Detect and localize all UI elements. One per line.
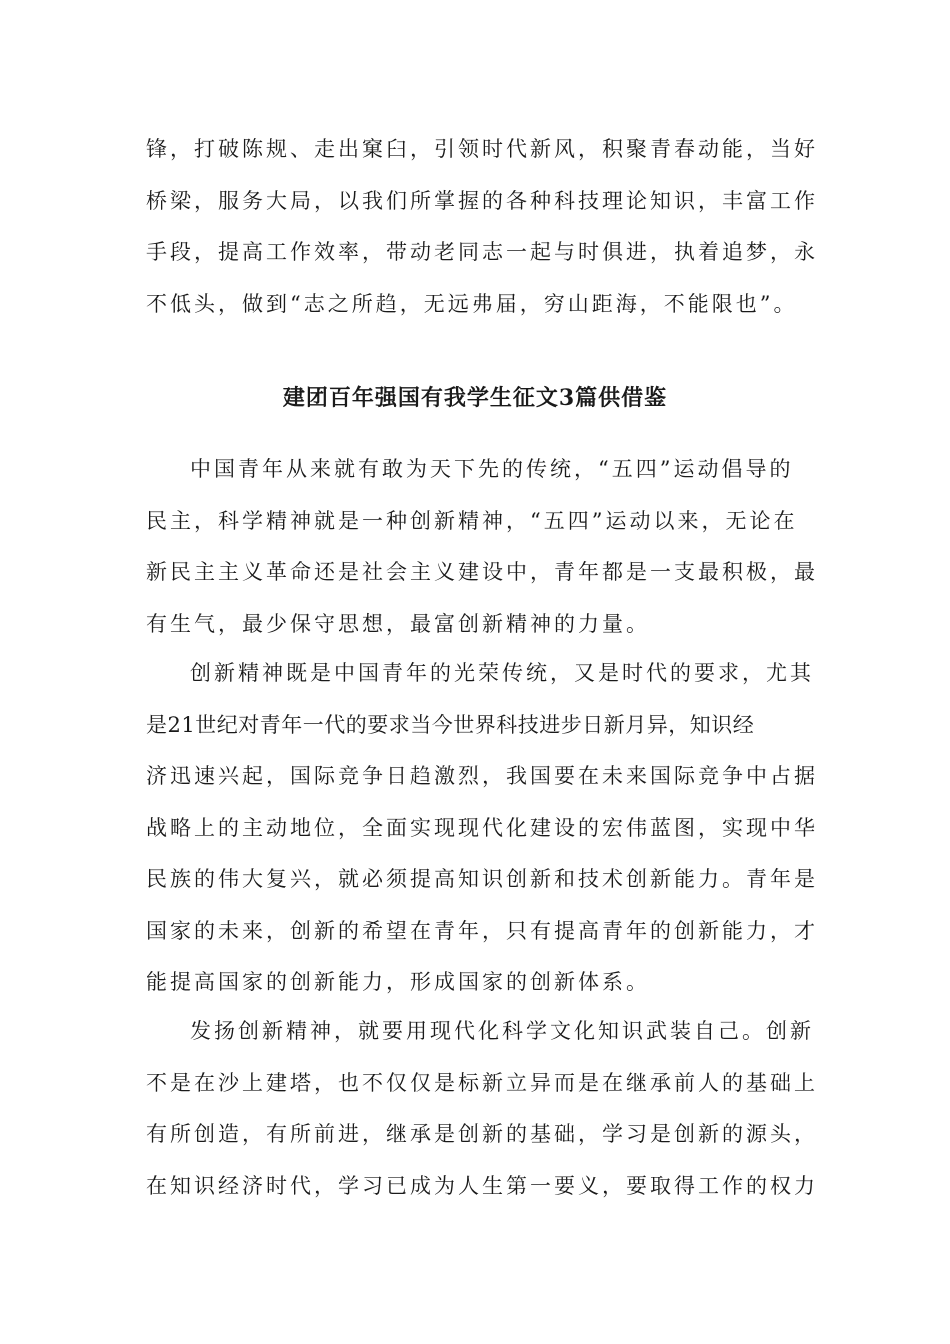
text-line: 是21世纪对青年一代的要求当今世界科技进步日新月异，知识经 [146, 712, 755, 737]
text-line: 锋，打破陈规、走出窠臼，引领时代新风，积聚青春动能，当好 [146, 137, 818, 161]
text-line: 桥梁，服务大局，以我们所掌握的各种科技理论知识，丰富工作 [146, 188, 818, 213]
text-line: 创新精神既是中国青年的光荣传统，又是时代的要求，尤其 [190, 661, 814, 685]
text-line: 手段，提高工作效率，带动老同志一起与时俱进，执着追梦，永 [146, 240, 818, 264]
paragraph-2 [146, 648, 818, 1009]
text-line: 不是在沙上建塔，也不仅仅是标新立异而是在继承前人的基础上 [146, 1070, 818, 1095]
text-line: 有所创造，有所前进，继承是创新的基础，学习是创新的源头， [146, 1122, 818, 1146]
text-line: 民族的伟大复兴，就必须提高知识创新和技术创新能力。青年是 [146, 867, 818, 891]
top-paragraph [146, 124, 818, 330]
text-line: 新民主主义革命还是社会主义建设中，青年都是一支最积极，最 [146, 560, 818, 584]
text-line: 战略上的主动地位，全面实现现代化建设的宏伟蓝图，实现中华 [146, 815, 818, 840]
text-line: 国家的未来，创新的希望在青年，只有提高青年的创新能力，才 [146, 918, 818, 943]
text-line: 能提高国家的创新能力，形成国家的创新体系。 [146, 970, 650, 994]
paragraph-1 [146, 444, 818, 650]
text-line: 有生气，最少保守思想，最富创新精神的力量。 [146, 611, 650, 636]
text-line: 在知识经济时代，学习已成为人生第一要义，要取得工作的权力 [146, 1173, 818, 1198]
text-line: 民主，科学精神就是一种创新精神，“五四”运动以来，无论在 [146, 508, 798, 533]
text-line: 济迅速兴起，国际竞争日趋激烈，我国要在未来国际竞争中占据 [146, 764, 818, 788]
article-heading: 建团百年强国有我学生征文3篇供借鉴 [282, 385, 668, 411]
text-line: 不低头，做到“志之所趋，无远弗届，穷山距海，不能限也”。 [146, 291, 798, 316]
text-line: 发扬创新精神，就要用现代化科学文化知识武装自己。创新 [190, 1019, 814, 1043]
text-line: 中国青年从来就有敢为天下先的传统，“五四”运动倡导的 [190, 457, 794, 481]
paragraph-3 [146, 1006, 818, 1212]
